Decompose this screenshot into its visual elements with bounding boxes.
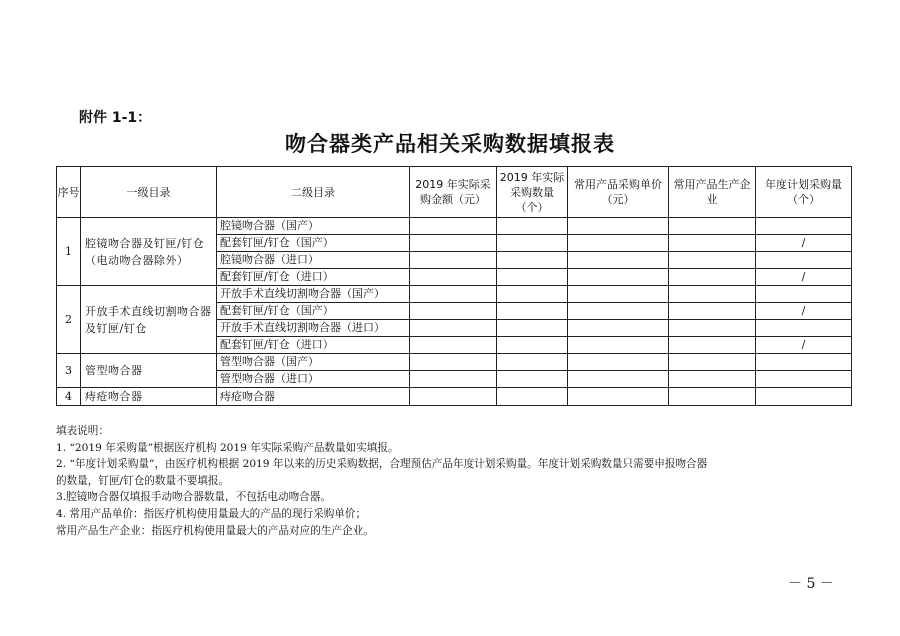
plan-qty-cell[interactable]	[756, 388, 852, 406]
quantity-cell[interactable]	[497, 371, 568, 388]
attachment-label: 附件 1-1：	[79, 110, 152, 126]
amount-cell[interactable]	[410, 320, 497, 337]
quantity-cell[interactable]	[497, 269, 568, 286]
note-line: 常用产品生产企业：指医疗机构使用量最大的产品对应的生产企业。	[56, 524, 374, 537]
amount-cell[interactable]	[410, 388, 497, 406]
header-quantity: 2019 年实际采购数量（个）	[497, 167, 568, 218]
plan-qty-cell[interactable]	[756, 218, 852, 235]
note-line: 3.腔镜吻合器仅填报手动吻合器数量，不包括电动吻合器。	[56, 491, 331, 504]
table-row	[57, 286, 852, 303]
row-seq: 2	[57, 286, 81, 354]
unit-price-cell[interactable]	[568, 388, 669, 406]
unit-price-cell[interactable]	[568, 269, 669, 286]
quantity-cell[interactable]	[497, 354, 568, 371]
amount-cell[interactable]	[410, 252, 497, 269]
quantity-cell[interactable]	[497, 218, 568, 235]
row-level2: 配套钉匣/钉仓（进口）	[217, 337, 410, 354]
row-seq: 4	[57, 388, 81, 406]
quantity-cell[interactable]	[497, 320, 568, 337]
row-level1: 痔疮吻合器	[81, 388, 217, 406]
amount-cell[interactable]	[410, 235, 497, 252]
plan-qty-cell: /	[756, 303, 852, 320]
unit-price-cell[interactable]	[568, 218, 669, 235]
unit-price-cell[interactable]	[568, 320, 669, 337]
manufacturer-cell[interactable]	[669, 218, 756, 235]
quantity-cell[interactable]	[497, 235, 568, 252]
row-level2: 配套钉匣/钉仓（进口）	[217, 269, 410, 286]
manufacturer-cell[interactable]	[669, 269, 756, 286]
table-row	[57, 354, 852, 371]
amount-cell[interactable]	[410, 303, 497, 320]
quantity-cell[interactable]	[497, 303, 568, 320]
row-level2: 配套钉匣/钉仓（国产）	[217, 235, 410, 252]
quantity-cell[interactable]	[497, 337, 568, 354]
quantity-cell[interactable]	[497, 252, 568, 269]
plan-qty-cell[interactable]	[756, 252, 852, 269]
row-level2: 痔疮吻合器	[217, 388, 410, 406]
row-level1: 管型吻合器	[81, 354, 217, 388]
row-level2: 开放手术直线切割吻合器（进口）	[217, 320, 410, 337]
plan-qty-cell[interactable]	[756, 320, 852, 337]
manufacturer-cell[interactable]	[669, 388, 756, 406]
quantity-cell[interactable]	[497, 286, 568, 303]
header-level2: 二级目录	[217, 167, 410, 218]
header-level1: 一级目录	[81, 167, 217, 218]
header-unit-price: 常用产品采购单价（元）	[568, 167, 669, 218]
note-line: 1. “2019 年采购量”根据医疗机构 2019 年实际采购产品数量如实填报。	[56, 441, 399, 454]
amount-cell[interactable]	[410, 337, 497, 354]
row-level1: 开放手术直线切割吻合器及钉匣/钉仓	[81, 286, 217, 354]
procurement-table	[56, 166, 852, 406]
note-line: 2. “年度计划采购量”，由医疗机构根据 2019 年以来的历史采购数据，合理预估产品年度计划采购量。年度计划采购数量只需要申报吻合器	[56, 458, 708, 471]
plan-qty-cell[interactable]	[756, 371, 852, 388]
row-seq: 3	[57, 354, 81, 388]
row-level2: 腔镜吻合器（进口）	[217, 252, 410, 269]
header-seq: 序号	[57, 167, 81, 218]
amount-cell[interactable]	[410, 354, 497, 371]
table-row	[57, 388, 852, 406]
manufacturer-cell[interactable]	[669, 354, 756, 371]
note-line: 的数量，钉匣/钉仓的数量不要填报。	[56, 474, 230, 487]
manufacturer-cell[interactable]	[669, 252, 756, 269]
header-amount: 2019 年实际采购金额（元）	[410, 167, 497, 218]
row-level2: 管型吻合器（国产）	[217, 354, 410, 371]
plan-qty-cell[interactable]	[756, 354, 852, 371]
manufacturer-cell[interactable]	[669, 337, 756, 354]
amount-cell[interactable]	[410, 269, 497, 286]
plan-qty-cell: /	[756, 235, 852, 252]
notes-heading: 填表说明：	[56, 425, 109, 437]
row-seq: 1	[57, 218, 81, 286]
plan-qty-cell: /	[756, 269, 852, 286]
unit-price-cell[interactable]	[568, 354, 669, 371]
amount-cell[interactable]	[410, 286, 497, 303]
page-title: 吻合器类产品相关采购数据填报表	[285, 132, 615, 156]
amount-cell[interactable]	[410, 371, 497, 388]
row-level2: 配套钉匣/钉仓（国产）	[217, 303, 410, 320]
plan-qty-cell: /	[756, 337, 852, 354]
row-level1: 腔镜吻合器及钉匣/钉仓（电动吻合器除外）	[81, 218, 217, 286]
manufacturer-cell[interactable]	[669, 320, 756, 337]
header-plan-qty: 年度计划采购量（个）	[756, 167, 852, 218]
note-line: 4. 常用产品单价：指医疗机构使用量最大的产品的现行采购单价；	[56, 507, 367, 520]
manufacturer-cell[interactable]	[669, 371, 756, 388]
amount-cell[interactable]	[410, 218, 497, 235]
row-level2: 开放手术直线切割吻合器（国产）	[217, 286, 410, 303]
plan-qty-cell[interactable]	[756, 286, 852, 303]
row-level2: 腔镜吻合器（国产）	[217, 218, 410, 235]
unit-price-cell[interactable]	[568, 371, 669, 388]
manufacturer-cell[interactable]	[669, 286, 756, 303]
filling-instructions	[56, 423, 856, 539]
page-number: － 5 －	[788, 576, 834, 592]
unit-price-cell[interactable]	[568, 235, 669, 252]
unit-price-cell[interactable]	[568, 252, 669, 269]
manufacturer-cell[interactable]	[669, 235, 756, 252]
table-header-row	[57, 167, 852, 218]
row-level2: 管型吻合器（进口）	[217, 371, 410, 388]
table-row	[57, 218, 852, 235]
unit-price-cell[interactable]	[568, 303, 669, 320]
manufacturer-cell[interactable]	[669, 303, 756, 320]
header-manufacturer: 常用产品生产企业	[669, 167, 756, 218]
quantity-cell[interactable]	[497, 388, 568, 406]
unit-price-cell[interactable]	[568, 337, 669, 354]
unit-price-cell[interactable]	[568, 286, 669, 303]
